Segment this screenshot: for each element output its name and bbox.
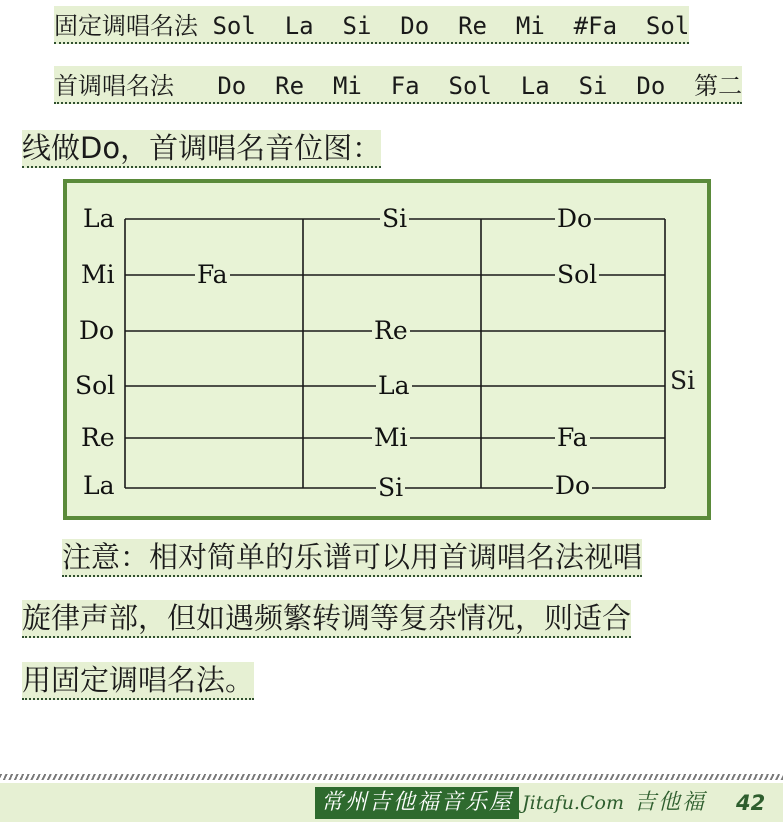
- note-re-col2: Re: [374, 316, 408, 345]
- left-label-mi: Mi: [81, 260, 115, 289]
- left-label-sol: Sol: [75, 371, 116, 400]
- left-label-re: Re: [81, 423, 115, 452]
- note-si-col2-top: Si: [382, 204, 408, 233]
- staff-caption-line: 线做Do，首调唱名音位图：: [22, 130, 381, 168]
- note-fa-col3: Fa: [557, 423, 588, 452]
- footer-site-url: Jitafu.Com: [522, 792, 624, 814]
- footer-site: [522, 787, 706, 819]
- solfege-staff-diagram: [63, 179, 711, 520]
- note-la-col2: La: [378, 371, 410, 400]
- page-number: 42: [736, 791, 766, 815]
- note-line-2: 旋律声部，但如遇频繁转调等复杂情况，则适合: [22, 600, 631, 638]
- left-label-do: Do: [79, 316, 115, 345]
- note-si-col2-bottom: Si: [378, 473, 404, 502]
- left-label-la-bottom: La: [83, 471, 115, 500]
- footer-brand: 常州吉他福音乐屋: [315, 787, 519, 819]
- footer-divider: [0, 774, 783, 780]
- note-sol-col3: Sol: [557, 260, 598, 289]
- note-mi-col2: Mi: [374, 423, 408, 452]
- note-do-col3-bottom: Do: [555, 471, 591, 500]
- note-line-3: 用固定调唱名法。: [22, 662, 254, 700]
- movable-do-solfege-line: 首调唱名法 Do Re Mi Fa Sol La Si Do 第二: [54, 66, 742, 104]
- fixed-do-solfege-line: 固定调唱名法 Sol La Si Do Re Mi #Fa Sol: [54, 6, 689, 44]
- note-fa-col1: Fa: [197, 260, 228, 289]
- note-line-1: 注意：相对简单的乐谱可以用首调唱名法视唱: [62, 539, 642, 577]
- note-do-col3-top: Do: [557, 204, 593, 233]
- note-si-outside: Si: [670, 366, 696, 395]
- left-label-la-top: La: [83, 204, 115, 233]
- footer-site-cn: 吉他福: [633, 790, 706, 815]
